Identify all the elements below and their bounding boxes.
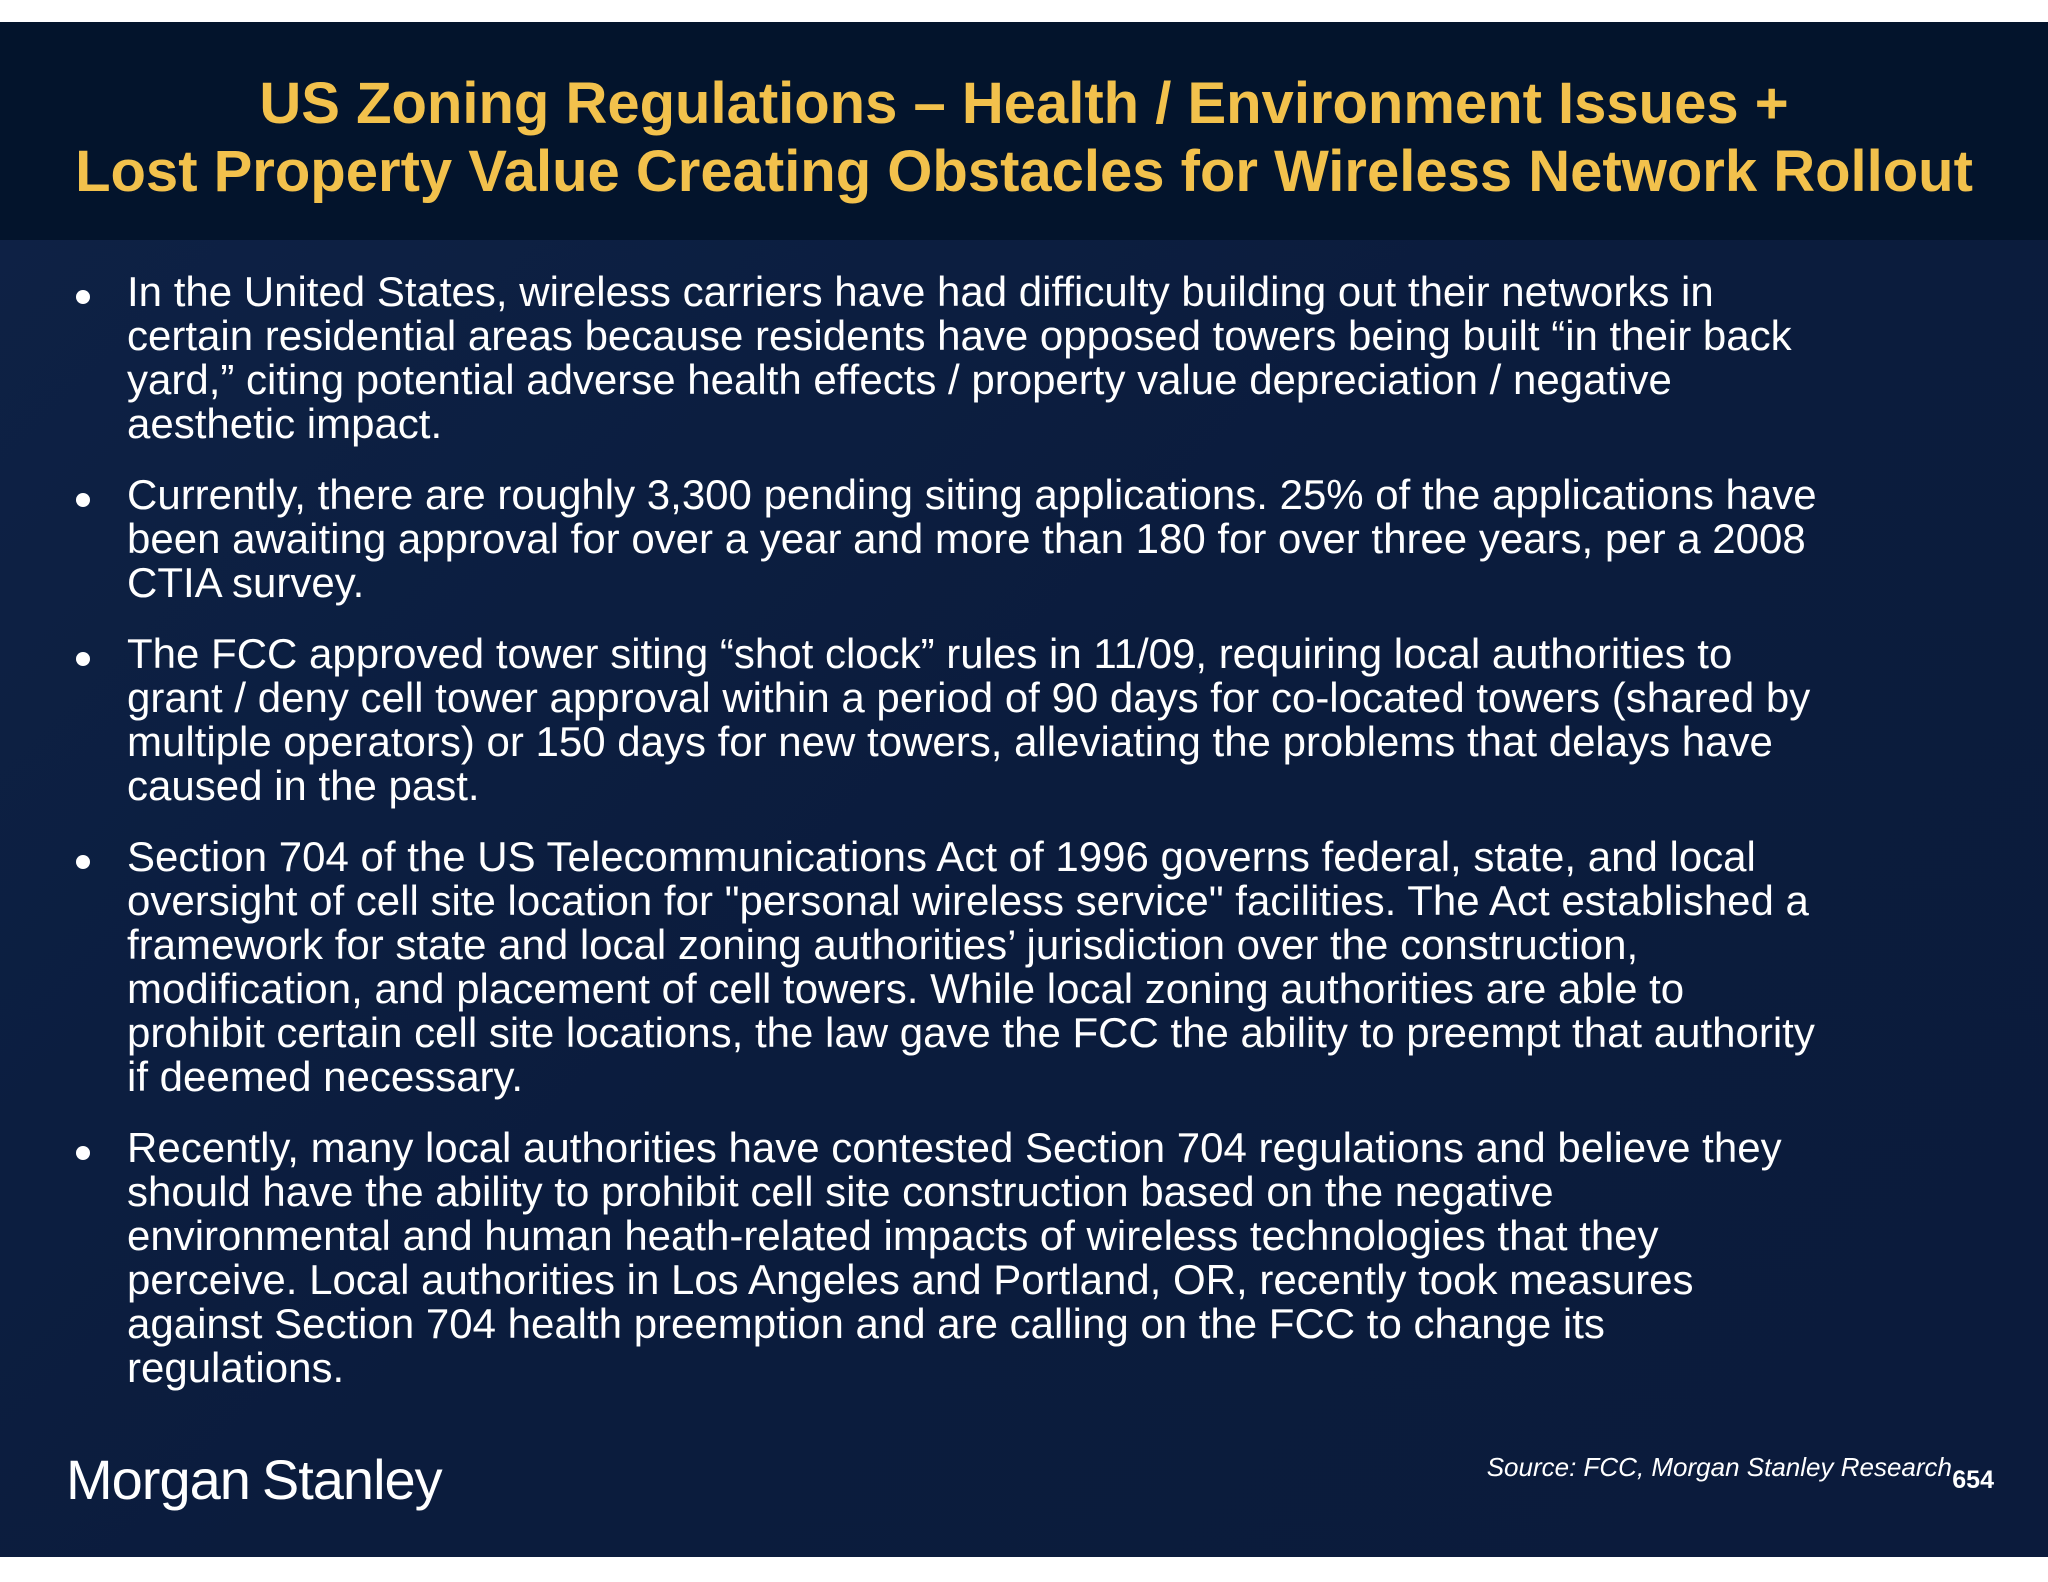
logo-word-stanley: Stanley <box>261 1448 442 1511</box>
bullet-line: perceive. Local authorities in Los Angeles and Portland, OR, recently took measures <box>127 1256 1694 1303</box>
bullet-line: prohibit certain cell site locations, the law gave the FCC the ability to preempt that authority <box>127 1009 1815 1056</box>
bullet-item <box>72 270 1992 446</box>
bullet-line: environmental and human heath-related impacts of wireless technologies that they <box>127 1212 1659 1259</box>
morgan-stanley-logo <box>66 1447 442 1512</box>
bullet-dot-icon <box>76 652 90 666</box>
bullet-line: yard,” citing potential adverse health effects / property value depreciation / negative <box>127 356 1672 403</box>
bullet-item <box>72 473 1992 605</box>
title-line-2: Lost Property Value Creating Obstacles for Wireless Network Rollout <box>75 139 1973 204</box>
bullet-line: In the United States, wireless carriers have had difficulty building out their networks in <box>127 268 1714 315</box>
bullet-line: framework for state and local zoning authorities’ jurisdiction over the construction, <box>127 921 1639 968</box>
bullet-dot-icon <box>76 855 90 869</box>
bullet-line: aesthetic impact. <box>127 400 443 447</box>
source-note: Source: FCC, Morgan Stanley Research <box>1486 1452 1952 1482</box>
bullet-item <box>72 1126 1992 1390</box>
bullet-line: modification, and placement of cell towers. While local zoning authorities are able to <box>127 965 1685 1012</box>
bullet-dot-icon <box>76 290 90 304</box>
bullet-item <box>72 632 1992 808</box>
logo-word-morgan: Morgan <box>66 1448 250 1511</box>
bullet-text <box>127 632 1992 808</box>
bullet-text <box>127 835 1992 1099</box>
bullet-line: multiple operators) or 150 days for new towers, alleviating the problems that delays have <box>127 718 1773 765</box>
bullet-line: The FCC approved tower siting “shot clock” rules in 11/09, requiring local authorities to <box>127 630 1733 677</box>
bullet-line: CTIA survey. <box>127 559 365 606</box>
bullet-text <box>127 270 1992 446</box>
bullet-line: certain residential areas because residents have opposed towers being built “in their back <box>127 312 1792 359</box>
bullet-line: grant / deny cell tower approval within a period of 90 days for co-located towers (shared by <box>127 674 1811 721</box>
bullet-item <box>72 835 1992 1099</box>
bullet-text <box>127 473 1992 605</box>
bullet-line: been awaiting approval for over a year and more than 180 for over three years, per a 2008 <box>127 515 1806 562</box>
bullet-line: regulations. <box>127 1344 345 1391</box>
bullet-line: if deemed necessary. <box>127 1053 524 1100</box>
bullet-line: Currently, there are roughly 3,300 pending siting applications. 25% of the applications have <box>127 471 1817 518</box>
bullet-dot-icon <box>76 493 90 507</box>
bullet-line: Recently, many local authorities have contested Section 704 regulations and believe they <box>127 1124 1782 1171</box>
bullet-text <box>127 1126 1992 1390</box>
bullet-line: should have the ability to prohibit cell site construction based on the negative <box>127 1168 1554 1215</box>
slide <box>0 22 2048 1557</box>
bullet-list <box>72 270 1992 1417</box>
bullet-line: Section 704 of the US Telecommunications Act of 1996 governs federal, state, and local <box>127 833 1756 880</box>
bullet-line: against Section 704 health preemption and are calling on the FCC to change its <box>127 1300 1605 1347</box>
bullet-line: caused in the past. <box>127 762 480 809</box>
bullet-dot-icon <box>76 1146 90 1160</box>
title-line-1: US Zoning Regulations – Health / Environment Issues + <box>259 71 1789 136</box>
slide-title <box>0 70 2048 206</box>
page-number: 654 <box>1952 1466 1994 1494</box>
bullet-line: oversight of cell site location for "personal wireless service" facilities. The Act established a <box>127 877 1809 924</box>
